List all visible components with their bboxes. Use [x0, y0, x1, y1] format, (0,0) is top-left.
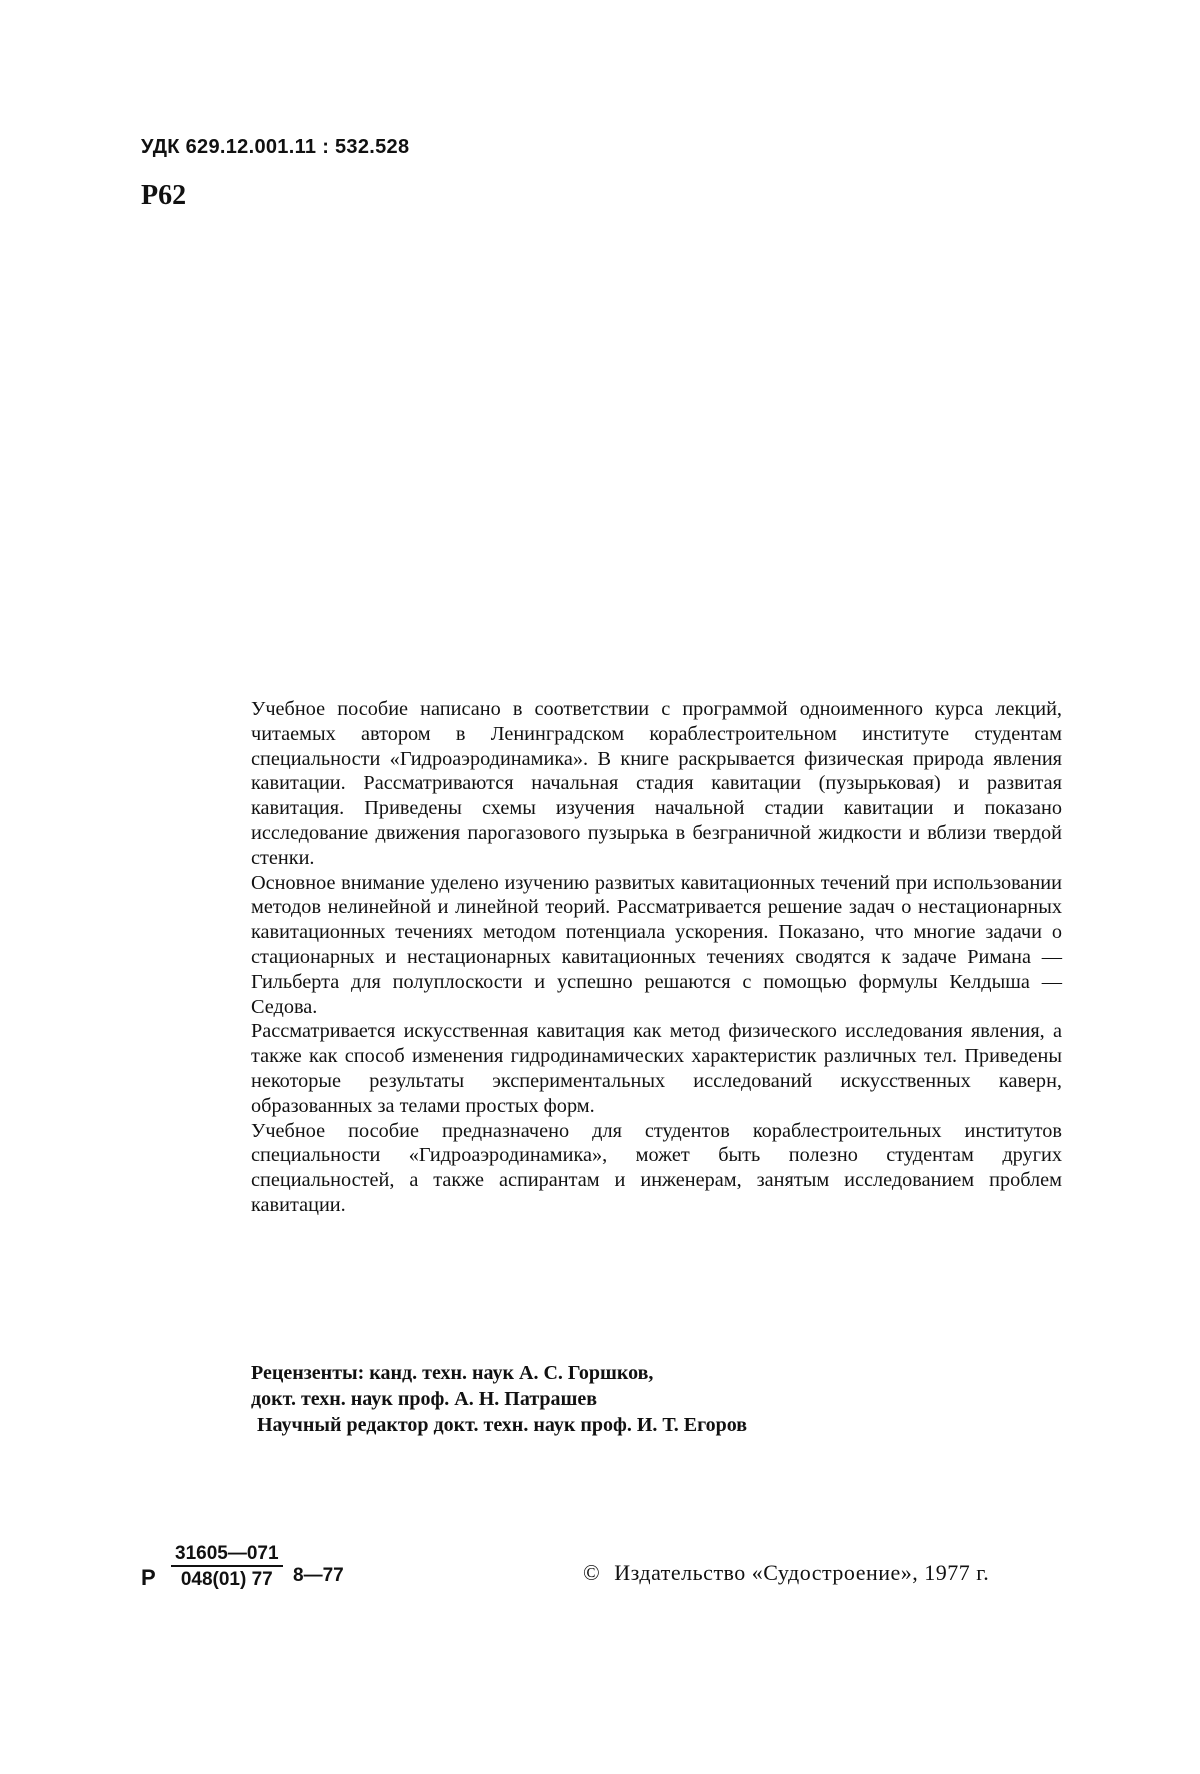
publication-index — [141, 1543, 401, 1613]
scientific-editor: Научный редактор докт. техн. наук проф. И. Т. Егоров — [257, 1414, 748, 1436]
index-numerator: 31605—071 — [171, 1543, 283, 1567]
reviewers-line: Рецензенты: канд. техн. наук А. С. Горшков, — [251, 1362, 654, 1384]
library-code: Р62 — [141, 180, 187, 211]
abstract-paragraph: Рассматривается искусственная кавитация как метод физического исследования явления, а также как способ изменения гидродинамических характеристик различных тел. Приведены некоторые результаты экспериментальных исследований искусственных каверн, образованных за телами простых форм. — [251, 1020, 1062, 1117]
udk-classification: УДК 629.12.001.11 : 532.528 — [141, 136, 410, 158]
index-denominator: 048(01) 77 — [180, 1569, 273, 1590]
index-fraction — [171, 1543, 283, 1591]
copyright-notice — [583, 1560, 989, 1586]
reviewers-line: докт. техн. наук проф. А. Н. Патрашев — [251, 1388, 598, 1410]
abstract-paragraph: Учебное пособие написано в соответствии с программой одноименного курса лекций, читаемых автором в Ленинградском кораблестроительном институте студентам специальности «Гидроаэродинамика». В книге раскрывается физическая природа явления кавитации. Рассматриваются начальная стадия кавитации (пузырьковая) и развитая кавитация. Приведены схемы изучения начальной стадии кавитации и показано исследование движения парогазового пузырька в безграничной жидкости и вблизи твердой стенки. — [251, 698, 1062, 869]
abstract-paragraph: Основное внимание уделено изучению развитых кавитационных течений при использовании методов нелинейной и линейной теорий. Рассматривается решение задач о нестационарных кавитационных течениях методом потенциала ускорения. Показано, что многие задачи о стационарных и нестационарных кавитационных течениях сводятся к задаче Римана — Гильберта для полуплоскости и успешно решаются с помощью формулы Келдыша — Седова. — [251, 871, 1062, 1018]
reviewers-block — [251, 1360, 747, 1438]
index-tail: 8—77 — [293, 1565, 344, 1586]
copyright-icon: © — [583, 1560, 601, 1585]
abstract-paragraph: Учебное пособие предназначено для студентов кораблестроительных институтов специальности «Гидроаэродинамика», может быть полезно студентам других специальностей, а также аспирантам и инженерам, занятым исследованием проблем кавитации. — [251, 1119, 1062, 1216]
abstract — [251, 697, 1062, 1218]
copyright-text: Издательство «Судостроение», 1977 г. — [614, 1560, 990, 1585]
index-letter: Р — [141, 1565, 156, 1590]
